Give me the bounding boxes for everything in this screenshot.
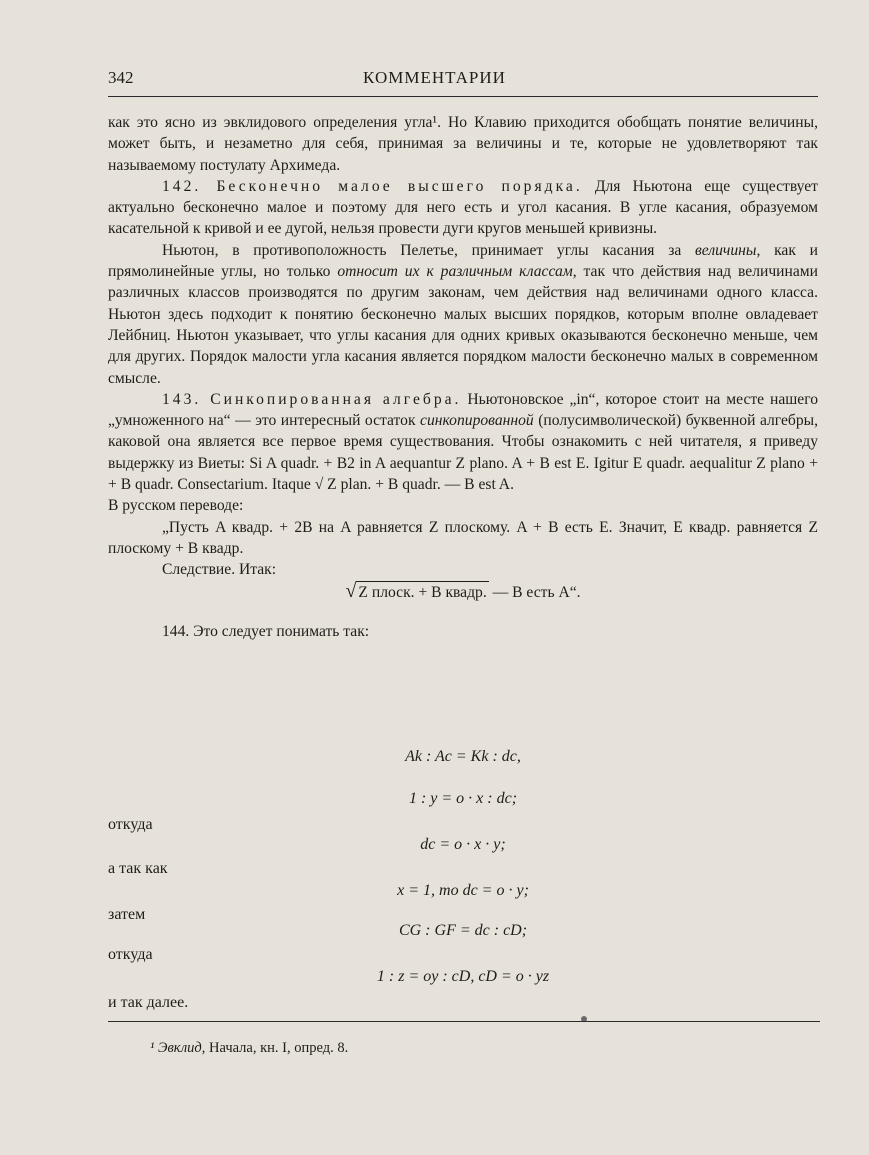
formula-rest: — B есть A“. <box>488 583 581 601</box>
connective-word: затем <box>108 906 146 923</box>
equation-row <box>108 860 818 884</box>
equation-row <box>108 882 818 906</box>
equation-4: x = 1, то dc = o · y; <box>397 882 529 899</box>
equation-3: dc = o · x · y; <box>420 836 506 853</box>
footnote <box>150 1040 348 1057</box>
equation-row <box>108 790 818 814</box>
equation-row <box>108 748 818 772</box>
paragraph-1: как это ясно из эвклидового определения угла¹. Но Клавию приходится обобщать понятие величины, может быть, и незаметно для себя, принимая за величины и те, которые не удовлетворяют так называемому постулату Архимеда. <box>108 114 818 174</box>
paragraph-corollary: Следствие. Итак: <box>162 561 277 579</box>
equation-2: 1 : y = o · x : dc; <box>408 790 518 807</box>
paragraph-142-text: Для Ньютона еще существует актуально бесконечно малое и поэтому для него есть и угол касания. В угле касания, образуемом касательной к кривой и ее дугой, нельзя провести дуги кругов меньшей кривизны. <box>108 177 818 238</box>
connective-word: откуда <box>108 946 153 963</box>
text-run: , так что действия над величинами различных классов производятся по другим законам, чем действия над величинами одного класса. Ньютон здесь подходит к понятию бесконечно малых высших порядков, которым вполне овладевает Лейбниц. Ньютон указывает, что углы касания для одних кривых оказываются бесконечно меньше, чем для других. Порядок малости угла касания является порядком малости бесконечно малых в современном смысле. <box>108 263 818 387</box>
running-title: КОММЕНТАРИИ <box>363 68 506 87</box>
equation-row <box>108 946 818 970</box>
equation-6: 1 : z = oy : cD, cD = o · yz <box>376 968 550 985</box>
footnote-mark: ¹ Эвклид, <box>150 1040 206 1056</box>
sqrt-icon: √ <box>345 579 357 602</box>
emphasis: относит их к различным классам <box>337 263 573 281</box>
body-text <box>108 112 818 642</box>
header-rule <box>108 96 818 97</box>
paragraph-143 <box>108 389 818 495</box>
emphasis: синкопированной <box>420 412 534 430</box>
text-run: , как и прямолинейные углы, но только <box>108 241 818 281</box>
connective-word: а так как <box>108 860 168 877</box>
connective-word: и так далее. <box>108 994 189 1011</box>
text-run: (полусимволической) буквенной алгебры, каковой она является все первое время существования. Чтобы ознакомить с ней читателя, я приведу выдержку из Виеты: Si A quadr. + B2 in A aequantur Z plano. A + B est E. Igitur E quadr. aequalitur Z plano + + B quadr. Consectarium. Itaque √ Z plan. + B quadr. — B est A. <box>108 412 819 494</box>
equation-row <box>108 968 818 992</box>
radicand: Z плоск. + B квадр. <box>356 581 488 603</box>
paragraph-144: 144. Это следует понимать так: <box>162 622 370 640</box>
emphasis: величины <box>695 241 757 259</box>
page-header <box>0 68 869 92</box>
paragraph-russian-translation: В русском переводе: <box>108 497 244 515</box>
section-heading-143: 143. Синкопированная алгебра. <box>162 390 462 408</box>
paragraph-142 <box>108 176 818 240</box>
paragraph-translation-text: „Пусть A квадр. + 2B на A равняется Z плоскому. A + B есть E. Значит, E квадр. равняется Z плоскому + B квадр. <box>108 518 818 557</box>
page-number: 342 <box>108 68 134 87</box>
paragraph-newton <box>108 240 818 389</box>
equation-5: CG : GF = dc : cD; <box>398 922 528 939</box>
equation-row <box>108 836 818 860</box>
footnote-text: Начала, кн. I, опред. 8. <box>205 1040 349 1056</box>
equation-row <box>108 994 818 1018</box>
footnote-rule <box>108 1021 820 1022</box>
text-run: Ньютон, в противоположность Пелетье, принимает углы касания за <box>162 241 696 259</box>
text-run: Ньютоновское „in“, которое стоит на месте нашего „умноженного на“ — это интересный остаток <box>108 390 819 430</box>
equation-row <box>108 922 818 946</box>
formula-vieta <box>108 581 818 603</box>
connective-word: откуда <box>108 816 153 833</box>
section-heading-142: 142. Бесконечно малое высшего порядка. <box>162 177 583 195</box>
equation-1: Ak : Ac = Kk : dc, <box>405 748 521 765</box>
